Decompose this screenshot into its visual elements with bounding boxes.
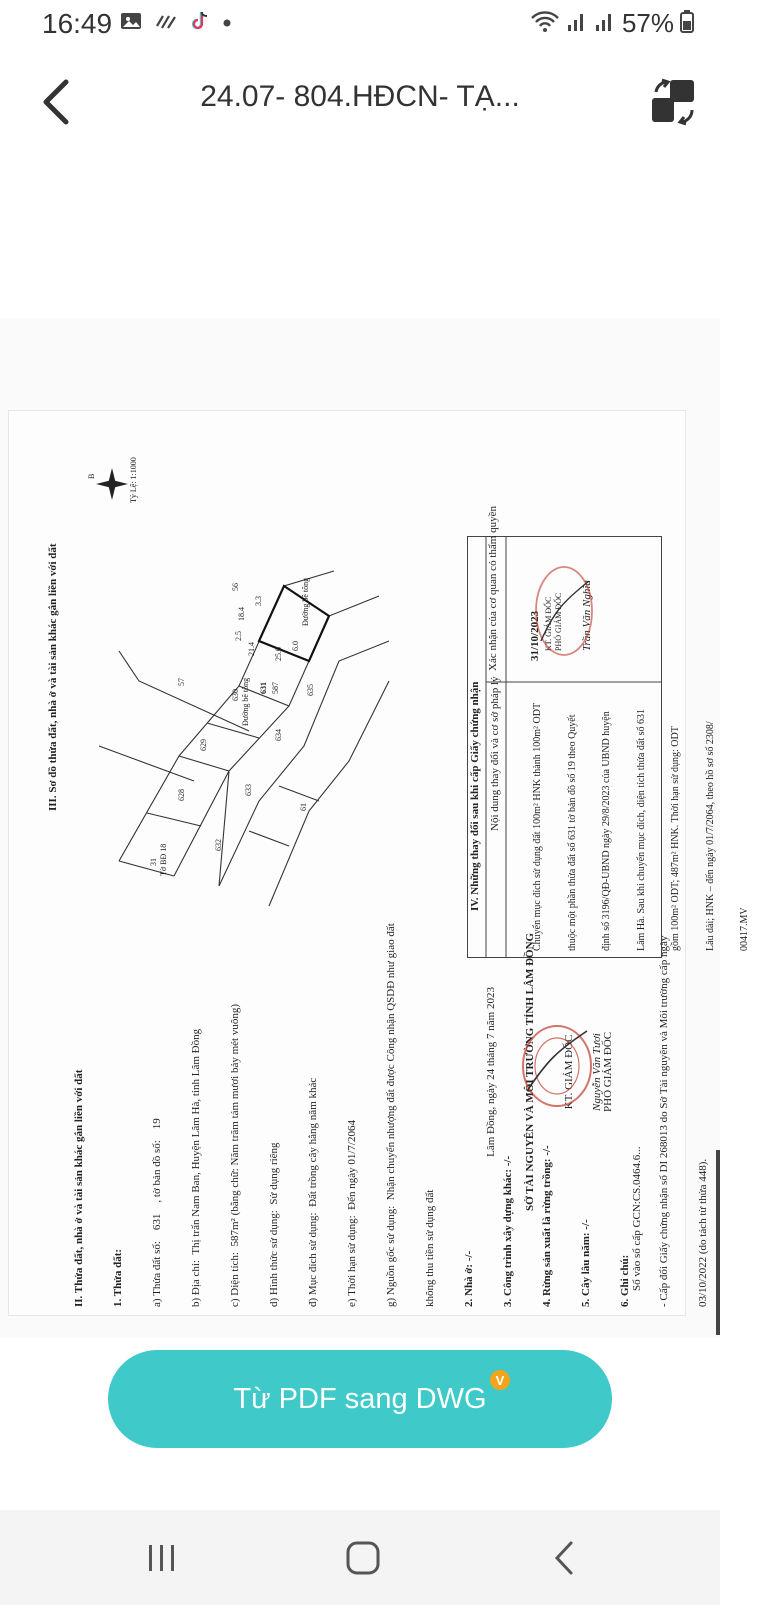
address-line: b) Địa chỉ: Thị trấn Nam Ban, Huyện Lâm Hà, tỉnh Lâm Đồng <box>190 1028 202 1307</box>
north-label: B <box>87 473 96 479</box>
confirm-kt: KT. GIÁM ĐỐC <box>544 596 553 651</box>
table-row: gồm 100m² ODT; 487m² HNK. Thời hạn sử dụng: ODT <box>670 726 681 951</box>
gallery-icon <box>120 10 142 37</box>
official-stamp-2 <box>529 561 599 661</box>
parcel-634-label: 634 <box>274 729 283 741</box>
parcel-line: a) Thửa đất số: 631 , tờ bản đồ số: 19 <box>151 1118 163 1307</box>
status-time: 16:49 <box>42 8 113 39</box>
scrollbar[interactable] <box>716 1150 720 1335</box>
section-title: II. Thửa đất, nhà ở và tài sản khác gắn liền với đất <box>73 1069 85 1307</box>
system-nav-bar <box>0 1510 720 1605</box>
notes-heading: 6. Ghi chú: <box>619 1254 631 1307</box>
origin-line: g) Nguồn gốc sử dụng: Nhận chuyển nhượng đất được Công nhận QSDĐ như giao đất <box>385 923 397 1307</box>
table-row: 00417.MV <box>739 907 750 951</box>
road-label-2: Đường bê tông <box>301 577 310 626</box>
signal-icon-2 <box>594 9 616 38</box>
dim-3-3: 3.3 <box>254 596 263 606</box>
parcel-633-label: 633 <box>244 784 253 796</box>
land-heading: 1. Thửa đất: <box>112 1248 124 1307</box>
forest-line: 4. Rừng sản xuất là rừng trồng: -/- <box>541 1145 553 1307</box>
role-label: PHÓ GIÁM ĐỐC <box>602 1031 614 1112</box>
nav-back-button[interactable] <box>534 1530 594 1586</box>
table-row: Chuyển mục đích sử dụng đất 100m² HNK thành 100m² ODT <box>532 702 543 951</box>
status-system-icons <box>530 8 694 39</box>
document-page <box>8 410 750 1316</box>
nav-back-icon <box>549 1540 579 1576</box>
house-line: 2. Nhà ở: -/- <box>463 1250 475 1307</box>
confirm-role: PHÓ GIÁM ĐỐC <box>554 592 563 651</box>
origin-line-2: không thu tiền sử dụng đất <box>424 1189 436 1307</box>
convert-pdf-to-dwg-button[interactable] <box>108 1350 612 1448</box>
confirm-signer: Trần Văn Nghĩa <box>581 580 593 651</box>
back-button[interactable] <box>30 74 80 130</box>
pdf-viewer[interactable] <box>0 318 750 1338</box>
table-row: Lâm Hà. Sau khi chuyển mục đích, diện tích thửa đất số 631 <box>635 708 647 951</box>
table-content <box>509 703 774 951</box>
convert-button-label: Từ PDF sang DWG <box>233 1382 487 1415</box>
parcel-630-label: 630 <box>231 689 240 701</box>
map-title: III. Sơ đồ thửa đất, nhà ở và tài sản khác gắn liền với đất <box>47 543 59 811</box>
table-col2-header: Xác nhận của cơ quan có thẩm quyền <box>487 506 499 671</box>
rotate-button[interactable] <box>648 76 700 128</box>
app-header <box>0 60 720 140</box>
dot-icon <box>222 15 232 33</box>
dim-2-5: 2.5 <box>234 631 243 641</box>
purpose-line: đ) Mục đích sử dụng: Đất trồng cây hằng năm khác <box>307 1077 319 1307</box>
sheet-ref: 31 <box>149 858 158 866</box>
map-scale: Tỷ Lệ: 1:1000 <box>129 457 138 503</box>
parcel-631-label: 631 <box>259 682 268 694</box>
tiktok-icon <box>190 10 210 37</box>
parcel-631-area: 587 <box>271 682 280 694</box>
term-line: e) Thời hạn sử dụng: Đến ngày 01/7/2064 <box>346 1120 358 1307</box>
signal-icon <box>566 9 588 38</box>
confirm-date: 31/10/2023 <box>529 610 541 661</box>
note-line-1: - Cấp đổi Giấy chứng nhận số DI 268013 do Sở Tài nguyên và Môi trường cấp ngày <box>658 935 670 1307</box>
signer-name: Nguyễn Văn Tươi <box>591 1033 603 1111</box>
north-arrow-icon <box>94 466 130 502</box>
parcel-61-label: 61 <box>299 803 308 811</box>
issuing-org: SỞ TÀI NGUYÊN VÀ MÔI TRƯỜNG TỈNH LÂM ĐỒNG <box>524 932 536 1211</box>
dim-6-0: 6.0 <box>291 641 300 651</box>
table-row: Lâu dài; HNK – đến ngày 01/7/2064, theo hồ sơ số 2308/ <box>704 721 716 951</box>
note-line-2: 03/10/2022 (do tách từ thửa 448). <box>697 1158 709 1307</box>
document-title: 24.07- 804.HĐCN- TẠ... <box>200 80 520 113</box>
use-form-line: d) Hình thức sử dụng: Sử dụng riêng <box>268 1142 280 1307</box>
recent-apps-icon <box>145 1543 179 1573</box>
battery-icon <box>680 9 694 38</box>
table-title: IV. Những thay đổi sau khi cấp Giấy chứng nhận <box>469 681 481 911</box>
official-stamp <box>517 1021 597 1111</box>
road-label: Đường bê tông <box>241 677 250 726</box>
battery-percent: 57% <box>621 8 674 38</box>
other-works-line: 3. Công trình xây dựng khác: -/- <box>502 1155 514 1307</box>
kt-label: KT. GIÁM ĐỐC <box>563 1034 575 1110</box>
table-row: định số 3196/QĐ-UBND ngày 29/8/2023 của UBND huyện <box>601 711 612 951</box>
perennial-line: 5. Cây lâu năm: -/- <box>580 1219 592 1307</box>
parcel-56-label: 56 <box>231 583 240 591</box>
dim-25: 25.0 <box>274 647 283 661</box>
wifi-icon <box>530 9 560 38</box>
recent-apps-button[interactable] <box>132 1530 192 1586</box>
status-notification-icons <box>120 10 232 37</box>
place-date: Lâm Đồng, ngày 24 tháng 7 năm 2023 <box>485 987 497 1157</box>
parcel-628-label: 628 <box>177 789 186 801</box>
dim-21-4: 21.4 <box>247 642 256 656</box>
home-button[interactable] <box>333 1530 393 1586</box>
sheet-label: Tờ BĐ 18 <box>159 843 168 876</box>
area-line: c) Diện tích: 587m² (bằng chữ: Năm trăm tám mươi bảy mét vuông) <box>229 1004 241 1307</box>
parcel-57-label: 57 <box>177 678 186 686</box>
call-wave-icon <box>154 10 178 37</box>
parcel-635-label: 635 <box>306 684 315 696</box>
vip-badge: V <box>490 1370 510 1390</box>
home-icon <box>345 1540 381 1576</box>
parcel-629-label: 629 <box>199 739 208 751</box>
table-col1-header: Nội dung thay đổi và cơ sở pháp lý <box>489 676 501 831</box>
dim-18-4: 18.4 <box>237 607 246 621</box>
status-bar <box>0 0 720 48</box>
rotate-screen-icon <box>648 76 700 128</box>
table-row: thuộc một phần thửa đất số 631 tờ bản đồ số 19 theo Quyết <box>566 714 578 951</box>
registry-number: Số vào sổ cấp GCN:CS.0464.6... <box>631 1146 643 1291</box>
back-chevron-icon <box>38 78 72 126</box>
parcel-632-label: 632 <box>214 839 223 851</box>
